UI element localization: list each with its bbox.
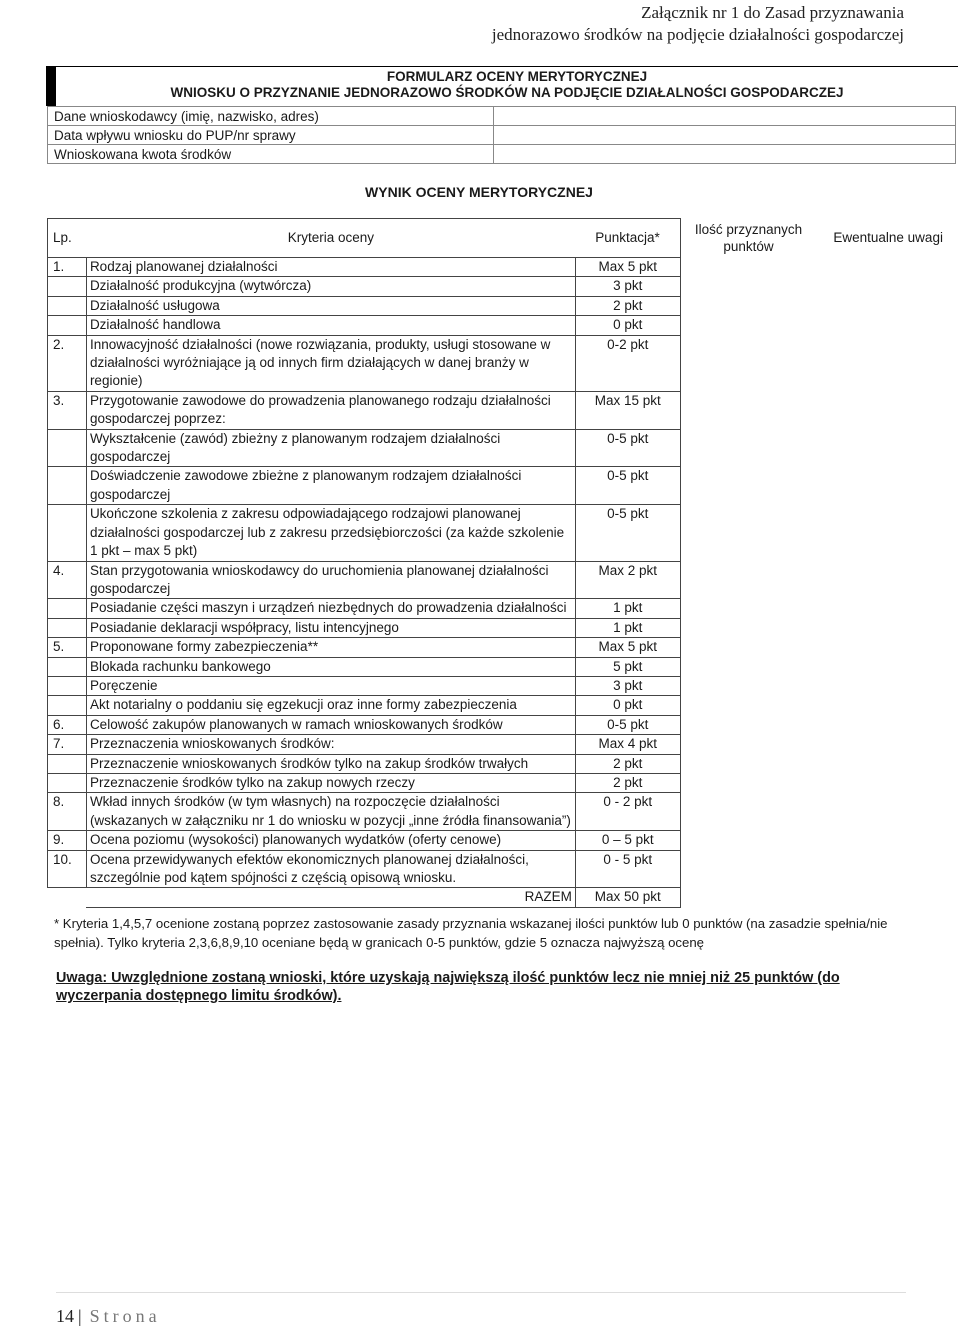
row-awarded-cell[interactable] xyxy=(680,391,817,429)
row-awarded-cell[interactable] xyxy=(680,638,817,657)
row-criterion: Ukończone szkolenia z zakresu odpowiadającego rodzajowi planowanej działalności gospodarczej lub z zakresu przedsiębiorczości (za każde szkolenie 1 pkt – max 5 pkt) xyxy=(86,505,575,561)
row-awarded-cell[interactable] xyxy=(680,696,817,715)
row-lp xyxy=(48,618,87,637)
row-points: Max 5 pkt xyxy=(575,258,680,277)
table-header-row xyxy=(48,219,960,258)
criterion-row xyxy=(48,831,960,850)
criterion-row xyxy=(48,850,960,888)
row-points: 0 – 5 pkt xyxy=(575,831,680,850)
sub-criterion-row xyxy=(48,467,960,505)
form-header xyxy=(56,67,958,106)
row-lp xyxy=(48,467,87,505)
row-awarded-cell[interactable] xyxy=(680,316,817,335)
criterion-row xyxy=(48,735,960,754)
row-awarded-cell[interactable] xyxy=(680,850,817,888)
row-points: Max 5 pkt xyxy=(575,638,680,657)
row-awarded-cell[interactable] xyxy=(680,429,817,467)
row-points: 5 pkt xyxy=(575,657,680,676)
row-criterion: Przygotowanie zawodowe do prowadzenia planowanego rodzaju działalności gospodarczej poprzez: xyxy=(86,391,575,429)
criterion-row xyxy=(48,638,960,657)
applicant-label: Wnioskowana kwota środków xyxy=(48,145,494,164)
row-awarded-cell[interactable] xyxy=(680,676,817,695)
row-remarks-cell[interactable] xyxy=(817,429,960,467)
applicant-value[interactable] xyxy=(494,126,956,145)
row-points: 0-5 pkt xyxy=(575,715,680,734)
sub-criterion-row xyxy=(48,676,960,695)
row-awarded-cell[interactable] xyxy=(680,296,817,315)
row-lp xyxy=(48,773,87,792)
row-awarded-cell[interactable] xyxy=(680,831,817,850)
row-points: 2 pkt xyxy=(575,773,680,792)
row-lp: 6. xyxy=(48,715,87,734)
row-lp: 7. xyxy=(48,735,87,754)
row-points: 0-2 pkt xyxy=(575,335,680,391)
header-remarks: Ewentualne uwagi xyxy=(833,229,943,245)
annex-header xyxy=(492,2,904,46)
row-criterion: Celowość zakupów planowanych w ramach wnioskowanych środków xyxy=(86,715,575,734)
row-points: 3 pkt xyxy=(575,277,680,296)
row-lp: 8. xyxy=(48,793,87,831)
row-awarded-cell[interactable] xyxy=(680,467,817,505)
row-lp: 10. xyxy=(48,850,87,888)
row-criterion: Poręczenie xyxy=(86,676,575,695)
row-awarded-cell[interactable] xyxy=(680,793,817,831)
row-lp: 3. xyxy=(48,391,87,429)
row-points: 1 pkt xyxy=(575,618,680,637)
row-points: 2 pkt xyxy=(575,296,680,315)
applicant-label: Dane wnioskodawcy (imię, nazwisko, adres) xyxy=(48,107,494,126)
row-awarded-cell[interactable] xyxy=(680,561,817,599)
row-remarks-cell[interactable] xyxy=(817,258,960,277)
row-remarks-cell[interactable] xyxy=(817,296,960,315)
row-points: 3 pkt xyxy=(575,676,680,695)
sub-criterion-row xyxy=(48,773,960,792)
row-awarded-cell[interactable] xyxy=(680,599,817,618)
header-awarded: Ilość przyznanych punktów xyxy=(694,222,803,254)
result-title xyxy=(0,184,960,200)
row-remarks-cell[interactable] xyxy=(817,715,960,734)
row-criterion: Ocena przewidywanych efektów ekonomicznych planowanej działalności, szczególnie pod kątem spójności z częścią opisową wniosku. xyxy=(86,850,575,888)
row-remarks-cell[interactable] xyxy=(817,335,960,391)
header-criteria: Kryteria oceny xyxy=(86,219,575,258)
row-criterion: Stan przygotowania wnioskodawcy do uruchomienia planowanej działalności gospodarczej xyxy=(86,561,575,599)
criteria-table xyxy=(47,218,960,908)
sub-criterion-row xyxy=(48,696,960,715)
row-lp: 9. xyxy=(48,831,87,850)
total-spacer xyxy=(48,888,87,907)
row-remarks-cell[interactable] xyxy=(817,316,960,335)
applicant-row xyxy=(48,107,956,126)
row-lp xyxy=(48,599,87,618)
form-subtitle: WNIOSKU O PRZYZNANIE JEDNORAZOWO ŚRODKÓW NA PODJĘCIE DZIAŁALNOŚCI GOSPODARCZEJ xyxy=(170,85,844,100)
row-remarks-cell[interactable] xyxy=(817,831,960,850)
applicant-value[interactable] xyxy=(494,107,956,126)
row-criterion: Przeznaczenia wnioskowanych środków: xyxy=(86,735,575,754)
row-remarks-cell[interactable] xyxy=(817,735,960,754)
annex-line-1: Załącznik nr 1 do Zasad przyznawania xyxy=(641,3,904,22)
row-remarks-cell[interactable] xyxy=(817,391,960,429)
sub-criterion-row xyxy=(48,277,960,296)
row-points: 0-5 pkt xyxy=(575,467,680,505)
row-lp: 1. xyxy=(48,258,87,277)
row-lp xyxy=(48,696,87,715)
total-label: RAZEM xyxy=(86,888,575,907)
row-criterion: Posiadanie deklaracji współpracy, listu intencyjnego xyxy=(86,618,575,637)
row-criterion: Innowacyjność działalności (nowe rozwiązania, produkty, usługi stosowane w działalności wyróżniające ją od innych firm działających w danej branży w regionie) xyxy=(86,335,575,391)
sub-criterion-row xyxy=(48,618,960,637)
applicant-label: Data wpływu wniosku do PUP/nr sprawy xyxy=(48,126,494,145)
row-awarded-cell[interactable] xyxy=(680,277,817,296)
row-remarks-cell[interactable] xyxy=(817,561,960,599)
row-awarded-cell[interactable] xyxy=(680,258,817,277)
row-remarks-cell[interactable] xyxy=(817,754,960,773)
total-row xyxy=(48,888,960,907)
row-criterion: Akt notarialny o poddaniu się egzekucji oraz inne formy zabezpieczenia xyxy=(86,696,575,715)
applicant-row xyxy=(48,145,956,164)
row-awarded-cell[interactable] xyxy=(680,735,817,754)
row-awarded-cell[interactable] xyxy=(680,773,817,792)
row-points: Max 2 pkt xyxy=(575,561,680,599)
row-points: 0-5 pkt xyxy=(575,505,680,561)
footnote: * Kryteria 1,4,5,7 ocenione zostaną poprzez zastosowanie zasady przyznania wskazanej ilości punktów lub 0 punktów (na zasadzie spełnia/nie spełnia). Tylko kryteria 2,3,6,8,9,10 oceniane będą w granicach 0-5 punktów, gdzie 5 oznacza najwyższą ocenę xyxy=(54,916,888,950)
applicant-value[interactable] xyxy=(494,145,956,164)
row-lp xyxy=(48,296,87,315)
page-number: 14 xyxy=(56,1306,74,1326)
applicant-row xyxy=(48,126,956,145)
row-lp: 5. xyxy=(48,638,87,657)
sub-criterion-row xyxy=(48,657,960,676)
applicant-table xyxy=(47,106,956,164)
row-lp xyxy=(48,676,87,695)
criterion-row xyxy=(48,715,960,734)
row-awarded-cell[interactable] xyxy=(680,335,817,391)
result-title-text: WYNIK OCENY MERYTORYCZNEJ xyxy=(365,184,593,200)
row-points: 1 pkt xyxy=(575,599,680,618)
row-points: 0 pkt xyxy=(575,316,680,335)
row-criterion: Działalność handlowa xyxy=(86,316,575,335)
row-points: 2 pkt xyxy=(575,754,680,773)
sub-criterion-row xyxy=(48,505,960,561)
row-remarks-cell[interactable] xyxy=(817,676,960,695)
footer-divider xyxy=(56,1292,906,1293)
sub-criterion-row xyxy=(48,754,960,773)
total-points: Max 50 pkt xyxy=(575,888,680,907)
row-remarks-cell[interactable] xyxy=(817,505,960,561)
row-remarks-cell[interactable] xyxy=(817,850,960,888)
row-awarded-cell[interactable] xyxy=(680,618,817,637)
row-lp xyxy=(48,754,87,773)
row-points: Max 4 pkt xyxy=(575,735,680,754)
page-footer xyxy=(56,1306,161,1327)
total-remarks-cell xyxy=(817,888,960,907)
row-remarks-cell[interactable] xyxy=(817,599,960,618)
row-remarks-cell[interactable] xyxy=(817,657,960,676)
row-lp xyxy=(48,316,87,335)
row-lp: 2. xyxy=(48,335,87,391)
row-points: Max 15 pkt xyxy=(575,391,680,429)
row-lp xyxy=(48,429,87,467)
sub-criterion-row xyxy=(48,296,960,315)
row-lp xyxy=(48,657,87,676)
sub-criterion-row xyxy=(48,599,960,618)
page-separator: | xyxy=(78,1306,82,1326)
row-remarks-cell[interactable] xyxy=(817,618,960,637)
row-criterion: Przeznaczenie wnioskowanych środków tylko na zakup środków trwałych xyxy=(86,754,575,773)
row-criterion: Doświadczenie zawodowe zbieżne z planowanym rodzajem działalności gospodarczej xyxy=(86,467,575,505)
row-points: 0 - 2 pkt xyxy=(575,793,680,831)
row-lp xyxy=(48,505,87,561)
row-awarded-cell[interactable] xyxy=(680,505,817,561)
page-word: Strona xyxy=(89,1306,161,1326)
row-remarks-cell[interactable] xyxy=(817,793,960,831)
row-lp xyxy=(48,277,87,296)
row-criterion: Ocena poziomu (wysokości) planowanych wydatków (oferty cenowe) xyxy=(86,831,575,850)
row-remarks-cell[interactable] xyxy=(817,638,960,657)
criterion-row xyxy=(48,335,960,391)
header-lp: Lp. xyxy=(48,219,87,258)
form-title: FORMULARZ OCENY MERYTORYCZNEJ xyxy=(386,69,648,84)
row-awarded-cell[interactable] xyxy=(680,657,817,676)
header-points: Punktacja* xyxy=(575,219,680,258)
row-criterion: Posiadanie części maszyn i urządzeń niezbędnych do prowadzenia działalności xyxy=(86,599,575,618)
row-remarks-cell[interactable] xyxy=(817,467,960,505)
row-criterion: Wykształcenie (zawód) zbieżny z planowanym rodzajem działalności gospodarczej xyxy=(86,429,575,467)
row-lp: 4. xyxy=(48,561,87,599)
row-criterion: Proponowane formy zabezpieczenia** xyxy=(86,638,575,657)
row-criterion: Działalność usługowa xyxy=(86,296,575,315)
row-remarks-cell[interactable] xyxy=(817,773,960,792)
row-awarded-cell[interactable] xyxy=(680,754,817,773)
row-points: 0 pkt xyxy=(575,696,680,715)
sub-criterion-row xyxy=(48,316,960,335)
row-criterion: Przeznaczenie środków tylko na zakup nowych rzeczy xyxy=(86,773,575,792)
row-remarks-cell[interactable] xyxy=(817,696,960,715)
criterion-row xyxy=(48,391,960,429)
row-criterion: Blokada rachunku bankowego xyxy=(86,657,575,676)
row-points: 0-5 pkt xyxy=(575,429,680,467)
annex-line-2: jednorazowo środków na podjęcie działalności gospodarczej xyxy=(491,25,904,44)
row-awarded-cell[interactable] xyxy=(680,715,817,734)
row-criterion: Działalność produkcyjna (wytwórcza) xyxy=(86,277,575,296)
criterion-row xyxy=(48,561,960,599)
warning-note: Uwaga: Uwzględnione zostaną wnioski, które uzyskają największą ilość punktów lecz nie mniej niż 25 punktów (do wyczerpania dostępnego limitu środków). xyxy=(56,970,840,1004)
criterion-row xyxy=(48,793,960,831)
total-awarded-cell[interactable] xyxy=(680,888,817,907)
row-criterion: Rodzaj planowanej działalności xyxy=(86,258,575,277)
row-remarks-cell[interactable] xyxy=(817,277,960,296)
criterion-row xyxy=(48,258,960,277)
row-points: 0 - 5 pkt xyxy=(575,850,680,888)
sub-criterion-row xyxy=(48,429,960,467)
row-criterion: Wkład innych środków (w tym własnych) na rozpoczęcie działalności (wskazanych w załączniku nr 1 do wniosku w pozycji „inne źródła finansowania”) xyxy=(86,793,575,831)
